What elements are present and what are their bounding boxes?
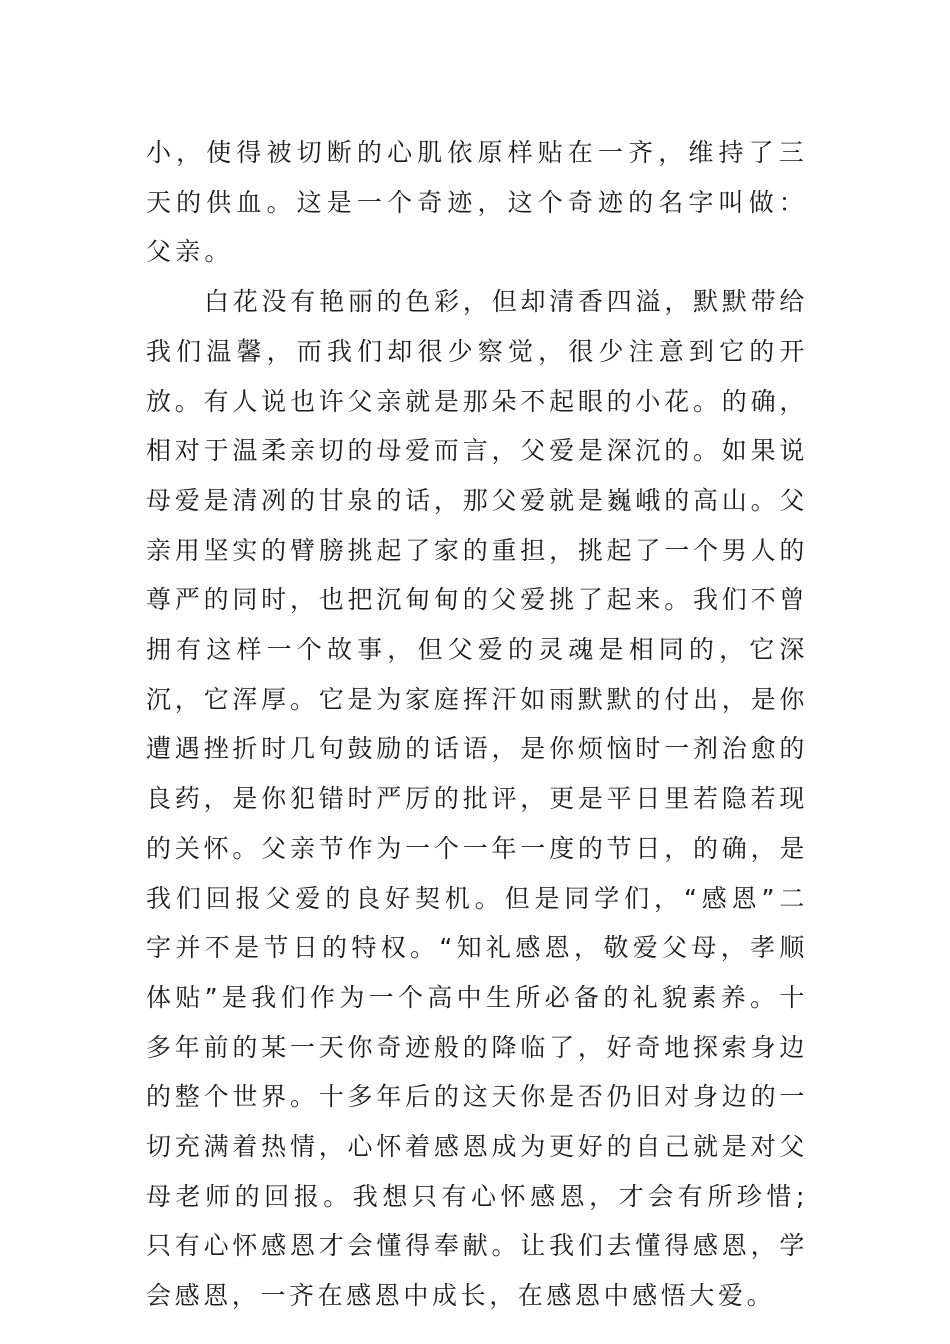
paragraph-father-love: 白花没有艳丽的色彩，但却清香四溢，默默带给我们温馨，而我们却很少察觉，很少注意到它的开放。有人说也许父亲就是那朵不起眼的小花。的确，相对于温柔亲切的母爱而言，父爱是深沉的。如果说母爱是清冽的甘泉的话，那父爱就是巍峨的高山。父亲用坚实的臂膀挑起了家的重担，挑起了一个男人的尊严的同时，也把沉甸甸的父爱挑了起来。我们不曾拥有这样一个故事，但父爱的灵魂是相同的，它深沉，它浑厚。它是为家庭挥汗如雨默默的付出，是你遭遇挫折时几句鼓励的话语，是你烦恼时一剂治愈的良药，是你犯错时严厉的批评，更是平日里若隐若现的关怀。父亲节作为一个一年一度的节日，的确，是我们回报父爱的良好契机。但是同学们，“感恩”二字并不是节日的特权。“知礼感恩，敬爱父母，孝顺体贴”是我们作为一个高中生所必备的礼貌素养。十多年前的某一天你奇迹般的降临了，好奇地探索身边的整个世界。十多年后的这天你是否仍旧对身边的一切充满着热情，心怀着感恩成为更好的自己就是对父母老师的回报。我想只有心怀感恩，才会有所珍惜;只有心怀感恩才会懂得奉献。让我们去懂得感恩，学会感恩，一齐在感恩中成长，在感恩中感悟大爱。 bbox=[146, 287, 808, 1311]
document-body bbox=[146, 128, 808, 1321]
paragraph-continuation: 小，使得被切断的心肌依原样贴在一齐，维持了三天的供血。这是一个奇迹，这个奇迹的名字叫做：父亲。 bbox=[146, 138, 808, 267]
